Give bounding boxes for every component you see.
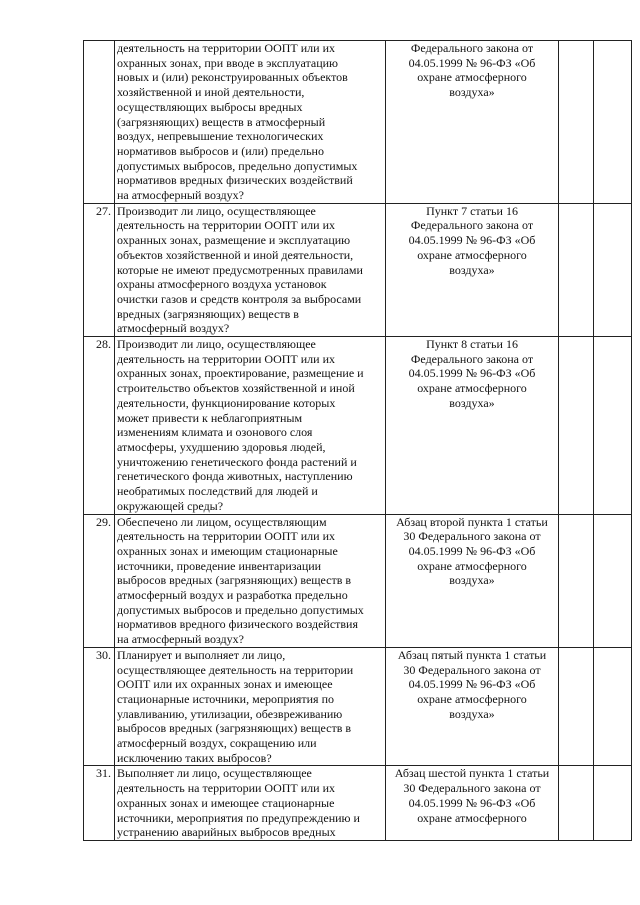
question-line: улавливанию, утилизации, обезвреживанию [117, 706, 343, 721]
answer-cell[interactable] [559, 41, 594, 204]
question-text [115, 41, 386, 204]
question-text [115, 647, 386, 766]
legal-basis [386, 514, 559, 647]
question-line: Планирует и выполняет ли лицо, [117, 647, 286, 662]
question-line: стационарные источники, мероприятия по [117, 691, 334, 706]
note-cell[interactable] [594, 337, 632, 514]
row-number: 29. [84, 514, 115, 647]
question-line: устранению аварийных выбросов вредных [117, 825, 336, 840]
question-line: допустимых выбросов, предельно допустимых [117, 158, 358, 173]
question-line: охранных зонах и имеющим стационарные [117, 543, 338, 558]
basis-line: охране атмосферного [417, 691, 527, 706]
question-line: атмосферный воздух? [117, 321, 230, 336]
question-line: Производит ли лицо, осуществляющее [117, 337, 316, 352]
basis-line: Федерального закона от [410, 351, 534, 366]
basis-line: 04.05.1999 № 96-ФЗ «Об [408, 366, 536, 381]
row-number: 28. [84, 337, 115, 514]
legal-basis [386, 766, 559, 841]
row-number: 27. [84, 203, 115, 336]
basis-line: Абзац пятый пункта 1 статьи [397, 647, 547, 662]
question-line: изменениям климата и озонового слоя [117, 425, 313, 440]
legal-basis [386, 647, 559, 766]
table-row [84, 514, 632, 647]
question-text [115, 514, 386, 647]
note-cell[interactable] [594, 203, 632, 336]
question-line: Обеспечено ли лицом, осуществляющим [117, 514, 327, 529]
question-line: ООПТ или их охранных зонах и имеющее [117, 677, 333, 692]
question-line: вредных (загрязняющих) веществ в [117, 306, 299, 321]
basis-line: воздуха» [449, 573, 495, 588]
question-line: уничтожению генетического фонда растений и [117, 454, 357, 469]
table-row [84, 337, 632, 514]
basis-line: 30 Федерального закона от [403, 781, 541, 796]
answer-cell[interactable] [559, 766, 594, 841]
question-line: деятельность на территории ООПТ или их [117, 41, 335, 55]
basis-line: охране атмосферного [417, 247, 527, 262]
basis-line: Пункт 7 статьи 16 [426, 203, 518, 218]
table-row [84, 203, 632, 336]
question-line: охранных зонах, при вводе в эксплуатацию [117, 55, 338, 70]
basis-line: охране атмосферного [417, 70, 527, 85]
legal-basis [386, 203, 559, 336]
question-line: охранных зонах, проектирование, размещение и [117, 366, 364, 381]
question-text [115, 766, 386, 841]
basis-line: 04.05.1999 № 96-ФЗ «Об [408, 233, 536, 248]
question-line: нормативов выбросов и (или) предельно [117, 143, 324, 158]
question-line: допустимых выбросов и предельно допустимых [117, 602, 364, 617]
basis-line: Федерального закона от [410, 218, 534, 233]
table-row [84, 766, 632, 841]
answer-cell[interactable] [559, 203, 594, 336]
question-line: на атмосферный воздух? [117, 632, 244, 647]
question-line: нормативов вредных физических воздействий [117, 173, 353, 188]
basis-line: воздуха» [449, 262, 495, 277]
legal-basis [386, 41, 559, 204]
basis-line: охране атмосферного [417, 558, 527, 573]
checklist-table [83, 40, 632, 841]
question-line: окружающей среды? [117, 498, 224, 513]
question-line: источники, проведение инвентаризации [117, 558, 322, 573]
question-line: очистки газов и средств контроля за выбросами [117, 291, 362, 306]
question-line: нормативов вредного физического воздействия [117, 617, 358, 632]
question-line: воздух, непревышение технологических [117, 129, 324, 144]
note-cell[interactable] [594, 41, 632, 204]
question-line: источники, мероприятия по предупреждению и [117, 810, 360, 825]
row-number: 31. [84, 766, 115, 841]
question-line: объектов хозяйственной и иной деятельности, [117, 247, 354, 262]
basis-line: воздуха» [449, 395, 495, 410]
basis-line: воздуха» [449, 85, 495, 100]
basis-line: 04.05.1999 № 96-ФЗ «Об [408, 795, 536, 810]
question-line: охранных зонах, размещение и эксплуатацию [117, 233, 351, 248]
question-line: необратимых последствий для людей и [117, 484, 318, 499]
question-line: деятельность на территории ООПТ или их [117, 218, 335, 233]
question-line: может привести к неблагоприятным [117, 410, 303, 425]
question-line: (загрязняющих) веществ в атмосферный [117, 114, 326, 129]
answer-cell[interactable] [559, 647, 594, 766]
note-cell[interactable] [594, 514, 632, 647]
question-line: новых и (или) реконструированных объектов [117, 70, 348, 85]
question-line: атмосферный воздух и разработка предельно [117, 588, 348, 603]
note-cell[interactable] [594, 766, 632, 841]
question-line: деятельности, функционирование которых [117, 395, 336, 410]
basis-line: 30 Федерального закона от [403, 662, 541, 677]
question-line: хозяйственной и иной деятельности, [117, 85, 305, 100]
answer-cell[interactable] [559, 337, 594, 514]
basis-line: охране атмосферного [417, 381, 527, 396]
question-line: деятельность на территории ООПТ или их [117, 351, 335, 366]
question-line: осуществляющих выбросы вредных [117, 99, 303, 114]
note-cell[interactable] [594, 647, 632, 766]
basis-line: воздуха» [449, 706, 495, 721]
question-line: осуществляющее деятельность на территории [117, 662, 354, 677]
question-line: на атмосферный воздух? [117, 188, 244, 203]
basis-line: 04.05.1999 № 96-ФЗ «Об [408, 677, 536, 692]
basis-line: Абзац второй пункта 1 статьи [396, 514, 548, 529]
question-text [115, 203, 386, 336]
question-line: деятельность на территории ООПТ или их [117, 529, 335, 544]
table-row [84, 41, 632, 204]
answer-cell[interactable] [559, 514, 594, 647]
table-row [84, 647, 632, 766]
basis-line: Федерального закона от [410, 41, 534, 55]
question-line: атмосферы, ухудшению здоровья людей, [117, 439, 326, 454]
question-line: исключению таких выбросов? [117, 750, 272, 765]
basis-line: 30 Федерального закона от [403, 529, 541, 544]
question-line: выбросов вредных (загрязняющих) веществ в [117, 573, 352, 588]
question-line: охраны атмосферного воздуха установок [117, 277, 327, 292]
question-text [115, 337, 386, 514]
row-number: 30. [84, 647, 115, 766]
question-line: выбросов вредных (загрязняющих) веществ в [117, 721, 352, 736]
basis-line: Абзац шестой пункта 1 статьи [394, 766, 550, 781]
checklist-body [84, 41, 632, 841]
question-line: атмосферный воздух, сокращению или [117, 736, 317, 751]
question-line: Производит ли лицо, осуществляющее [117, 203, 316, 218]
question-line: охранных зонах и имеющее стационарные [117, 795, 335, 810]
question-line: строительство объектов хозяйственной и иной [117, 381, 355, 396]
question-line: которые не имеют предусмотренных правилами [117, 262, 363, 277]
basis-line: Пункт 8 статьи 16 [426, 337, 518, 352]
question-line: генетического фонда животных, наступлению [117, 469, 353, 484]
basis-line: 04.05.1999 № 96-ФЗ «Об [408, 543, 536, 558]
legal-basis [386, 337, 559, 514]
basis-line: охране атмосферного [417, 810, 527, 825]
question-line: деятельность на территории ООПТ или их [117, 781, 335, 796]
question-line: Выполняет ли лицо, осуществляющее [117, 766, 312, 781]
row-number [84, 41, 115, 204]
basis-line: 04.05.1999 № 96-ФЗ «Об [408, 55, 536, 70]
